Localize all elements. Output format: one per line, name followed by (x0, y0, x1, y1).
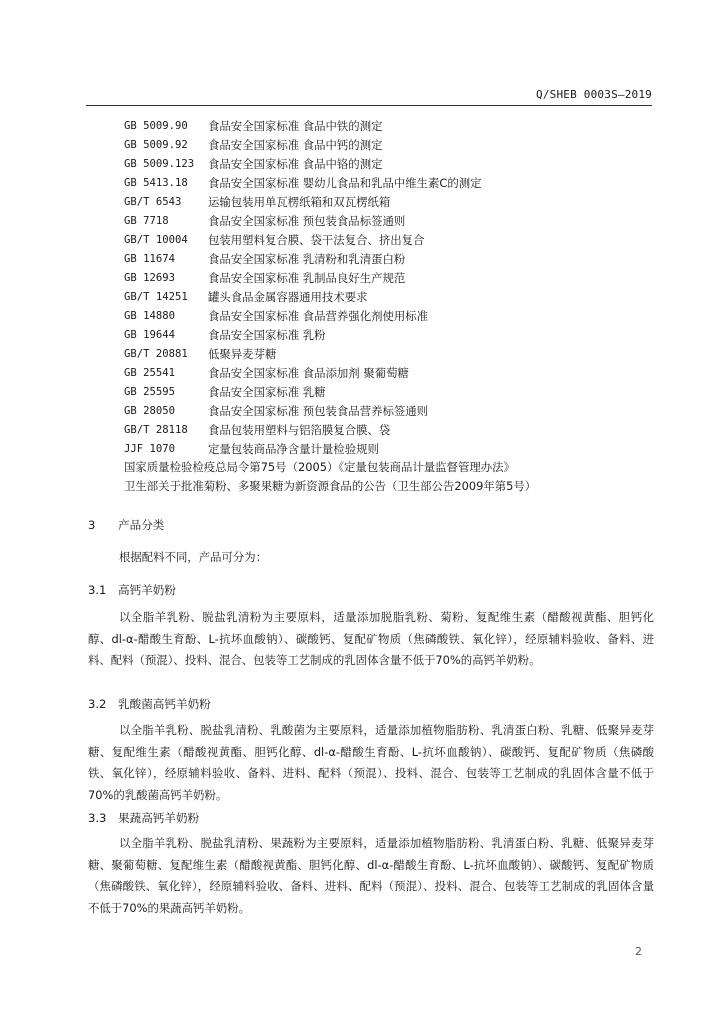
reference-title: 食品安全国家标准 食品添加剂 聚葡萄糖 (208, 366, 409, 380)
reference-code: GB 12693 (124, 272, 176, 284)
subsection-heading (88, 582, 176, 598)
reference-title: 食品安全国家标准 乳糖 (208, 385, 326, 399)
reference-note: 国家质量检验检疫总局令第75号（2005）《定量包装商品计量监督管理办法》 (124, 460, 515, 474)
reference-title: 包装用塑料复合膜、袋干法复合、挤出复合 (208, 233, 425, 247)
reference-item (124, 421, 664, 440)
reference-item (124, 212, 664, 231)
reference-item (124, 269, 664, 288)
reference-list (124, 117, 664, 459)
subsection-number: 3.3 (88, 811, 107, 825)
subsection-paragraph: 以全脂羊乳粉、脱盐乳清粉、果蔬粉为主要原料，适量添加植物脂肪粉、乳清蛋白粉、乳糖、低聚异麦芽糖、聚葡萄糖、复配维生素（醋酸视黄酯、胆钙化醇、dl-α-醋酸生育酚、L-抗坏血酸钠）、碳酸钙、复配矿物质（焦磷酸铁、氧化锌），经原辅料验收、备料、进料、配料（预混）、投料、混合、包装等工艺制成的乳固体含量不低于70%的果蔬高钙羊奶粉。 (88, 836, 654, 915)
reference-title: 食品安全国家标准 预包装食品营养标签通则 (208, 404, 429, 418)
reference-item (124, 231, 664, 250)
subsection-paragraph: 以全脂羊乳粉、脱盐乳清粉、乳酸菌为主要原料，适量添加植物脂肪粉、乳清蛋白粉、乳糖、低聚异麦芽糖、复配维生素（醋酸视黄酯、胆钙化醇、dl-α-醋酸生育酚、L-抗坏血酸钠）、碳酸钙、复配矿物质（焦磷酸铁、氧化锌），经原辅料验收、备料、进料、配料（预混）、投料、混合、包装等工艺制成的乳固体含量不低于70%的乳酸菌高钙羊奶粉。 (88, 723, 654, 802)
page-number: 2 (635, 945, 642, 958)
section-number: 3 (88, 518, 96, 532)
reference-title: 定量包装商品净含量计量检验规则 (208, 442, 379, 456)
subsection-title: 高钙羊奶粉 (118, 583, 176, 597)
reference-code: GB 14880 (124, 310, 176, 322)
section-intro: 根据配料不同，产品可分为： (119, 550, 268, 564)
reference-code: GB/T 6543 (124, 196, 182, 208)
reference-title: 罐头食品金属容器通用技术要求 (208, 290, 368, 304)
document-code: Q/SHEB 0003S—2019 (536, 88, 652, 101)
reference-title: 食品安全国家标准 乳清粉和乳清蛋白粉 (208, 252, 406, 266)
reference-code: GB 11674 (124, 253, 176, 265)
reference-code: GB 25541 (124, 367, 176, 379)
reference-item (124, 117, 664, 136)
reference-title: 食品安全国家标准 婴幼儿食品和乳品中维生素C的测定 (208, 176, 482, 190)
reference-title: 食品安全国家标准 预包装食品标签通则 (208, 214, 406, 228)
reference-code: GB 5009.90 (124, 120, 188, 132)
reference-code: GB/T 14251 (124, 291, 188, 303)
reference-title: 食品安全国家标准 食品营养强化剂使用标准 (208, 309, 429, 323)
reference-item (124, 345, 664, 364)
reference-code: GB/T 20881 (124, 348, 188, 360)
reference-item (124, 383, 664, 402)
reference-item (124, 307, 664, 326)
reference-title: 食品安全国家标准 食品中铬的测定 (208, 157, 383, 171)
header-divider (86, 105, 652, 106)
subsection-number: 3.2 (88, 697, 107, 711)
reference-item (124, 250, 664, 269)
reference-title: 食品安全国家标准 乳粉 (208, 328, 326, 342)
reference-code: GB 7718 (124, 215, 169, 227)
reference-code: GB/T 28118 (124, 424, 188, 436)
reference-title: 运输包装用单瓦楞纸箱和双瓦楞纸箱 (208, 195, 391, 209)
reference-item (124, 326, 664, 345)
reference-title: 食品安全国家标准 食品中铁的测定 (208, 119, 383, 133)
reference-code: JJF 1070 (124, 443, 176, 455)
reference-code: GB 5009.92 (124, 139, 188, 151)
reference-item (124, 136, 664, 155)
subsection-paragraph: 以全脂羊乳粉、脱盐乳清粉为主要原料，适量添加脱脂乳粉、菊粉、复配维生素（醋酸视黄酯、胆钙化醇、dl-α-醋酸生育酚、L-抗坏血酸钠）、碳酸钙、复配矿物质（焦磷酸铁、氧化锌），经原辅料验收、备料、进料、配料（预混）、投料、混合、包装等工艺制成的乳固体含量不低于70%的高钙羊奶粉。 (88, 610, 654, 667)
reference-item (124, 155, 664, 174)
reference-code: GB 5413.18 (124, 177, 188, 189)
reference-item (124, 193, 664, 212)
reference-code: GB 5009.123 (124, 158, 195, 170)
subsection-heading (88, 810, 199, 826)
section-heading (88, 517, 164, 533)
section-title: 产品分类 (118, 518, 165, 532)
reference-code: GB 19644 (124, 329, 176, 341)
subsection-heading (88, 696, 211, 712)
subsection-title: 果蔬高钙羊奶粉 (118, 811, 200, 825)
reference-title: 食品包装用塑料与铝箔膜复合膜、袋 (208, 423, 391, 437)
reference-code: GB/T 10004 (124, 234, 188, 246)
subsection-number: 3.1 (88, 583, 107, 597)
reference-code: GB 25595 (124, 386, 176, 398)
reference-item (124, 440, 664, 459)
reference-item (124, 364, 664, 383)
reference-code: GB 28050 (124, 405, 176, 417)
reference-item (124, 402, 664, 421)
reference-note: 卫生部关于批准菊粉、多聚果糖为新资源食品的公告（卫生部公告2009年第5号） (124, 479, 537, 493)
reference-title: 低聚异麦芽糖 (208, 347, 277, 361)
reference-item (124, 174, 664, 193)
reference-title: 食品安全国家标准 乳制品良好生产规范 (208, 271, 406, 285)
subsection-title: 乳酸菌高钙羊奶粉 (118, 697, 211, 711)
reference-title: 食品安全国家标准 食品中钙的测定 (208, 138, 383, 152)
reference-item (124, 288, 664, 307)
